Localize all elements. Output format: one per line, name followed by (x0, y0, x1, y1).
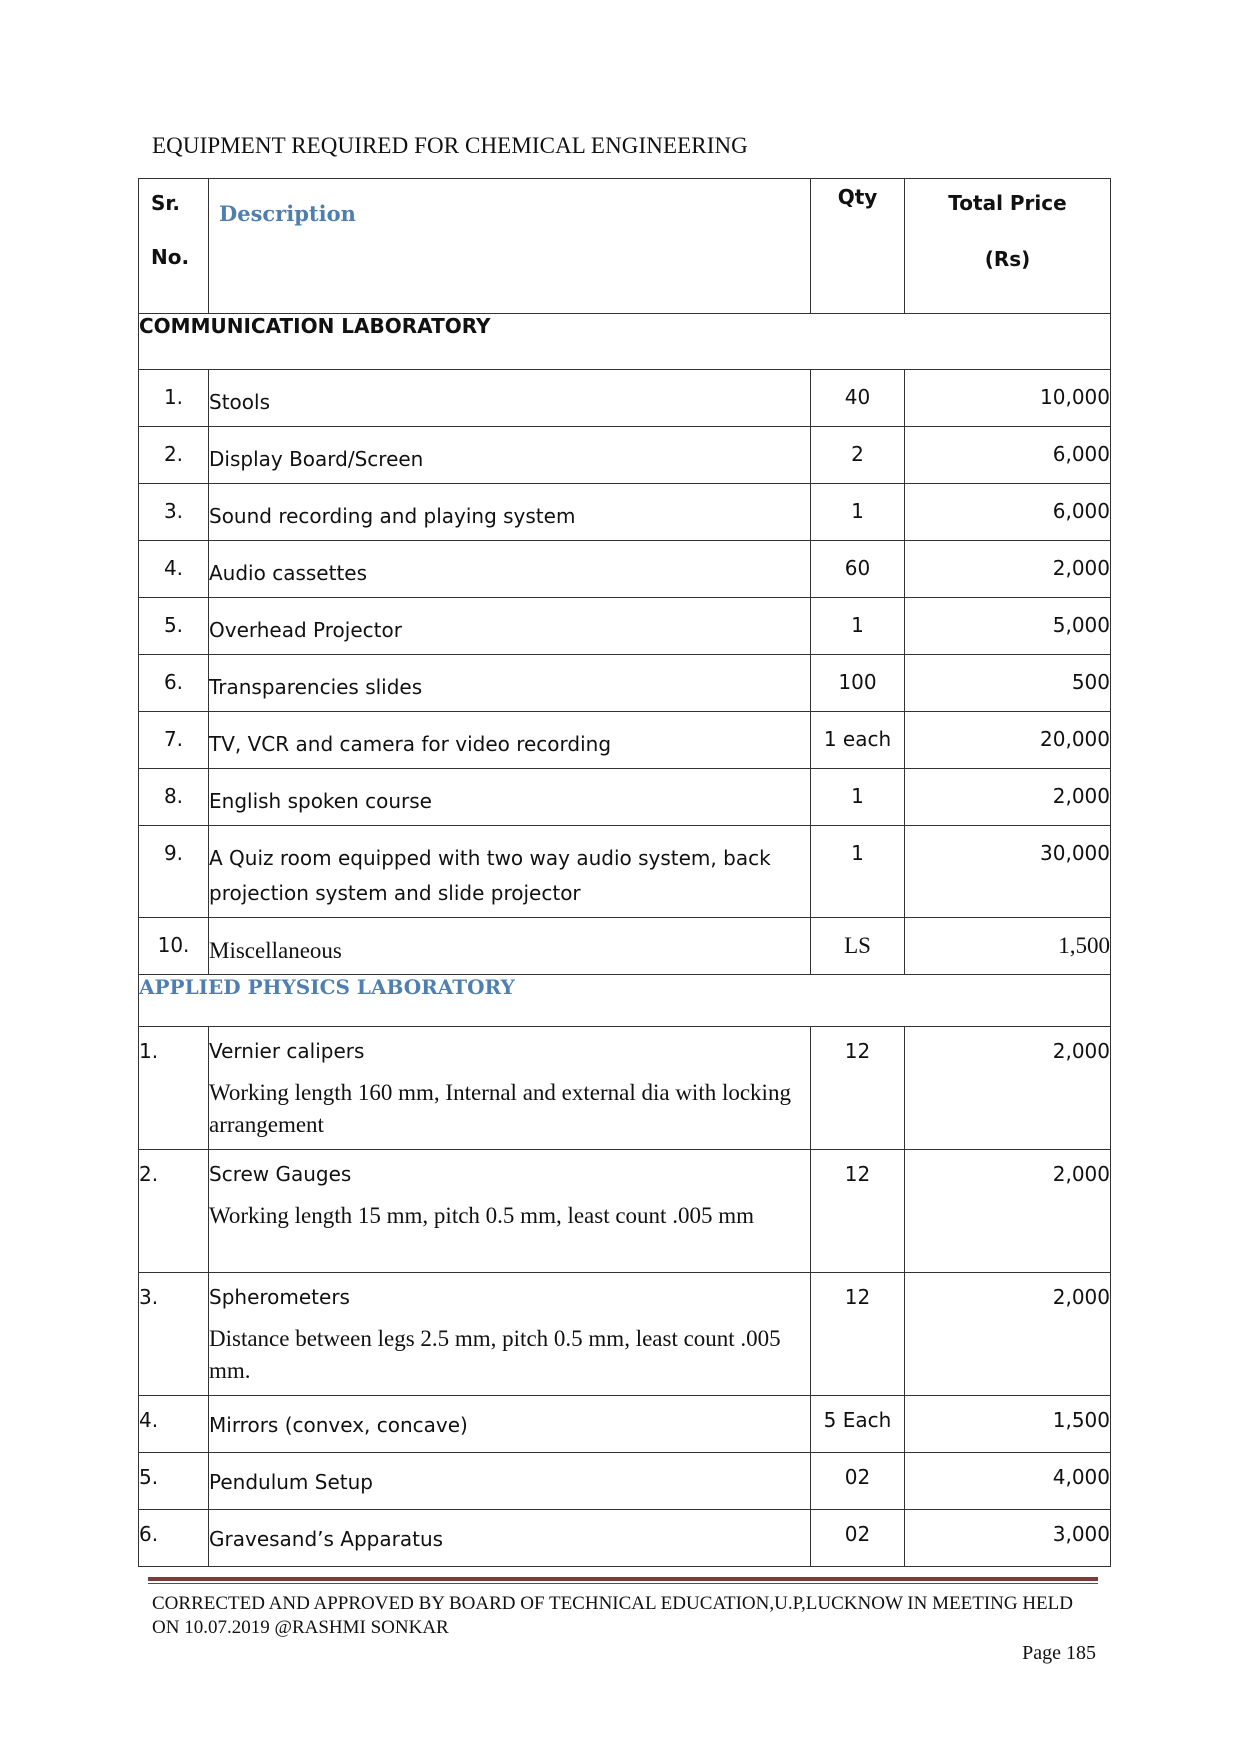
cell-qty: 12 (811, 1027, 905, 1150)
cell-description (209, 1273, 811, 1396)
equipment-table (138, 178, 1111, 1567)
cell-total-price: 30,000 (905, 826, 1111, 918)
cell-qty: 1 (811, 826, 905, 918)
cell-qty: 1 each (811, 712, 905, 769)
cell-sr-no: 1. (139, 1027, 209, 1150)
cell-sr-no: 10. (139, 918, 209, 975)
item-name: Miscellaneous (209, 938, 342, 963)
cell-description (209, 598, 811, 655)
table-row (139, 826, 1111, 918)
section-title: COMMUNICATION LABORATORY (139, 314, 1111, 370)
cell-sr-no: 6. (139, 1510, 209, 1567)
cell-description (209, 427, 811, 484)
cell-total-price: 6,000 (905, 484, 1111, 541)
cell-description (209, 370, 811, 427)
cell-total-price: 500 (905, 655, 1111, 712)
cell-description (209, 484, 811, 541)
cell-total-price: 2,000 (905, 1150, 1111, 1273)
cell-description (209, 1453, 811, 1510)
cell-description (209, 918, 811, 975)
item-name: Display Board/Screen (209, 447, 424, 471)
item-name: Overhead Projector (209, 618, 402, 642)
item-name: Gravesand’s Apparatus (209, 1527, 444, 1551)
cell-total-price: 1,500 (905, 1396, 1111, 1453)
cell-total-price: 2,000 (905, 1273, 1111, 1396)
cell-total-price: 5,000 (905, 598, 1111, 655)
table-row (139, 598, 1111, 655)
footer-divider (148, 1577, 1098, 1581)
cell-qty: 1 (811, 598, 905, 655)
cell-sr-no: 4. (139, 1396, 209, 1453)
table-row (139, 655, 1111, 712)
cell-total-price: 4,000 (905, 1453, 1111, 1510)
table-row (139, 427, 1111, 484)
item-name: TV, VCR and camera for video recording (209, 732, 612, 756)
cell-total-price: 6,000 (905, 427, 1111, 484)
table-row (139, 1453, 1111, 1510)
table-row (139, 712, 1111, 769)
cell-sr-no: 5. (139, 598, 209, 655)
cell-qty: 1 (811, 769, 905, 826)
table-row (139, 484, 1111, 541)
cell-qty: 40 (811, 370, 905, 427)
cell-qty: 5 Each (811, 1396, 905, 1453)
cell-total-price: 2,000 (905, 1027, 1111, 1150)
header-sr-no: Sr. No. (139, 179, 209, 314)
cell-sr-no: 5. (139, 1453, 209, 1510)
cell-description (209, 826, 811, 918)
cell-qty: 12 (811, 1150, 905, 1273)
cell-description (209, 712, 811, 769)
item-name: English spoken course (209, 789, 432, 813)
cell-description (209, 1510, 811, 1567)
cell-sr-no: 9. (139, 826, 209, 918)
item-specification: Distance between legs 2.5 mm, pitch 0.5 mm, least count .005 mm. (209, 1326, 781, 1383)
cell-qty: 1 (811, 484, 905, 541)
cell-total-price: 2,000 (905, 769, 1111, 826)
cell-sr-no: 6. (139, 655, 209, 712)
table-row (139, 1396, 1111, 1453)
cell-qty: 12 (811, 1273, 905, 1396)
table-row (139, 1027, 1111, 1150)
footer-divider-thin (148, 1583, 1098, 1584)
document-title: EQUIPMENT REQUIRED FOR CHEMICAL ENGINEERING (152, 133, 748, 158)
item-specification: Working length 15 mm, pitch 0.5 mm, least count .005 mm (209, 1203, 754, 1228)
item-name: Vernier calipers (209, 1039, 365, 1063)
item-name: Mirrors (convex, concave) (209, 1413, 468, 1437)
table-row (139, 1273, 1111, 1396)
cell-description (209, 1027, 811, 1150)
cell-total-price: 3,000 (905, 1510, 1111, 1567)
item-name: Sound recording and playing system (209, 504, 576, 528)
item-specification: Working length 160 mm, Internal and external dia with locking arrangement (209, 1080, 791, 1137)
table-row (139, 1510, 1111, 1567)
table-row (139, 541, 1111, 598)
section-header-row (139, 975, 1111, 1027)
page-number: Page 185 (1022, 1642, 1096, 1664)
cell-sr-no: 2. (139, 1150, 209, 1273)
cell-qty: 100 (811, 655, 905, 712)
cell-total-price: 20,000 (905, 712, 1111, 769)
cell-qty: 2 (811, 427, 905, 484)
cell-sr-no: 4. (139, 541, 209, 598)
table-header-row (139, 179, 1111, 314)
cell-sr-no: 1. (139, 370, 209, 427)
cell-description (209, 769, 811, 826)
item-name: Pendulum Setup (209, 1470, 373, 1494)
table-row (139, 370, 1111, 427)
section-header-row (139, 314, 1111, 370)
item-name: A Quiz room equipped with two way audio system, back projection system and slide projector (209, 846, 771, 905)
item-name: Audio cassettes (209, 561, 368, 585)
cell-sr-no: 2. (139, 427, 209, 484)
cell-total-price: 2,000 (905, 541, 1111, 598)
cell-total-price: 1,500 (905, 918, 1111, 975)
cell-sr-no: 3. (139, 1273, 209, 1396)
table-row (139, 769, 1111, 826)
header-total-price: Total Price (Rs) (905, 179, 1111, 314)
cell-qty: 02 (811, 1510, 905, 1567)
item-name: Stools (209, 390, 270, 414)
cell-total-price: 10,000 (905, 370, 1111, 427)
cell-description (209, 541, 811, 598)
cell-sr-no: 8. (139, 769, 209, 826)
header-qty: Qty (811, 179, 905, 314)
table-row (139, 918, 1111, 975)
cell-description (209, 1396, 811, 1453)
header-description: Description (209, 179, 811, 314)
item-name: Spherometers (209, 1285, 350, 1309)
cell-description (209, 1150, 811, 1273)
table-row (139, 1150, 1111, 1273)
cell-sr-no: 7. (139, 712, 209, 769)
section-title: APPLIED PHYSICS LABORATORY (139, 975, 1111, 1027)
item-name: Transparencies slides (209, 675, 423, 699)
cell-description (209, 655, 811, 712)
footer-note: CORRECTED AND APPROVED BY BOARD OF TECHNICAL EDUCATION,U.P,LUCKNOW IN MEETING HELD ON 10.07.2019 @RASHMI SONKAR (152, 1593, 1073, 1638)
cell-sr-no: 3. (139, 484, 209, 541)
cell-qty: 02 (811, 1453, 905, 1510)
item-name: Screw Gauges (209, 1162, 352, 1186)
cell-qty: 60 (811, 541, 905, 598)
cell-qty: LS (811, 918, 905, 975)
